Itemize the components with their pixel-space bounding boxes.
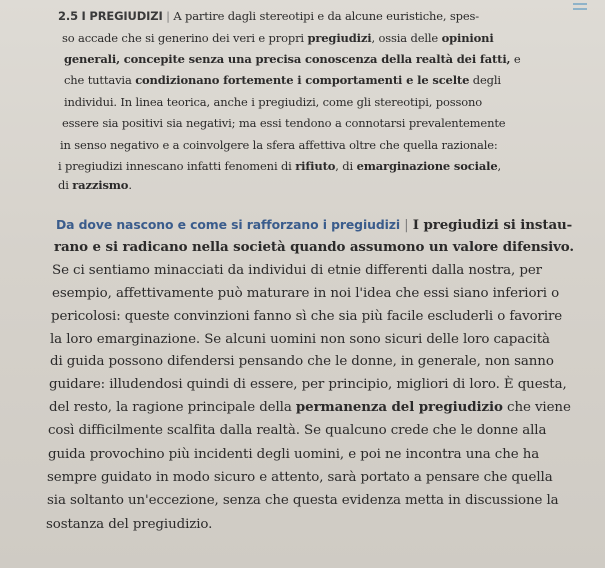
page-edge-marker-icon: [573, 3, 587, 17]
text-line: di guida possono difendersi pensando che le donne, in generale, non sanno: [50, 354, 554, 369]
text-line: guidare: illudendosi quindi di essere, per principio, migliori di loro. È questa,: [49, 377, 567, 392]
text-line: i pregiudizi innescano infatti fenomeni di rifiuto, di emarginazione sociale,: [58, 159, 502, 173]
text-line: Da dove nascono e come si rafforzano i pregiudizi | I pregiudizi si instau-: [56, 217, 573, 233]
text-line: sostanza del pregiudizio.: [46, 517, 213, 532]
text-line: generali, concepite senza una precisa conoscenza della realtà dei fatti, e: [64, 52, 521, 66]
text-line: in senso negativo e a coinvolgere la sfera affettiva oltre che quella razionale:: [60, 138, 498, 152]
text-line: guida provochino più incidenti degli uomini, e poi ne incontra una che ha: [48, 447, 540, 462]
text-line: del resto, la ragione principale della permanenza del pregiudizio che viene: [49, 399, 571, 415]
text-line: so accade che si generino dei veri e propri pregiudizi, ossia delle opinioni: [62, 31, 494, 45]
text-line: sia soltanto un'eccezione, senza che questa evidenza metta in discussione la: [47, 493, 559, 508]
text-line: esempio, affettivamente può maturare in noi l'idea che essi siano inferiori o: [52, 286, 560, 301]
text-line: individui. In linea teorica, anche i pregiudizi, come gli stereotipi, possono: [64, 95, 483, 109]
text-line: essere sia positivi sia negativi; ma essi tendono a connotarsi prevalentemente: [62, 116, 506, 130]
text-line: che tuttavia condizionano fortemente i comportamenti e le scelte degli: [64, 73, 501, 87]
text-line: 2.5 I PREGIUDIZI | A partire dagli stereotipi e da alcune euristiche, spes-: [58, 9, 480, 23]
section-number: 2.5: [58, 9, 78, 23]
subsection-title: Da dove nascono e come si rafforzano i pregiudizi: [56, 217, 400, 232]
text-line: Se ci sentiamo minacciati da individui di etnie differenti dalla nostra, per: [52, 263, 542, 278]
text-line: rano e si radicano nella società quando assumono un valore difensivo.: [54, 239, 574, 255]
text-line: di razzismo.: [58, 178, 132, 192]
text-line: sempre guidato in modo sicuro e attento, sarà portato a pensare che quella: [47, 470, 553, 485]
section-title: I PREGIUDIZI: [81, 9, 163, 23]
text-line: pericolosi: queste convinzioni fanno sì che sia più facile escluderli o favorire: [51, 309, 563, 324]
text-line: così difficilmente scalfita dalla realtà. Se qualcuno crede che le donne alla: [48, 423, 547, 438]
text-line: la loro emarginazione. Se alcuni uomini non sono sicuri delle loro capacità: [50, 332, 550, 347]
